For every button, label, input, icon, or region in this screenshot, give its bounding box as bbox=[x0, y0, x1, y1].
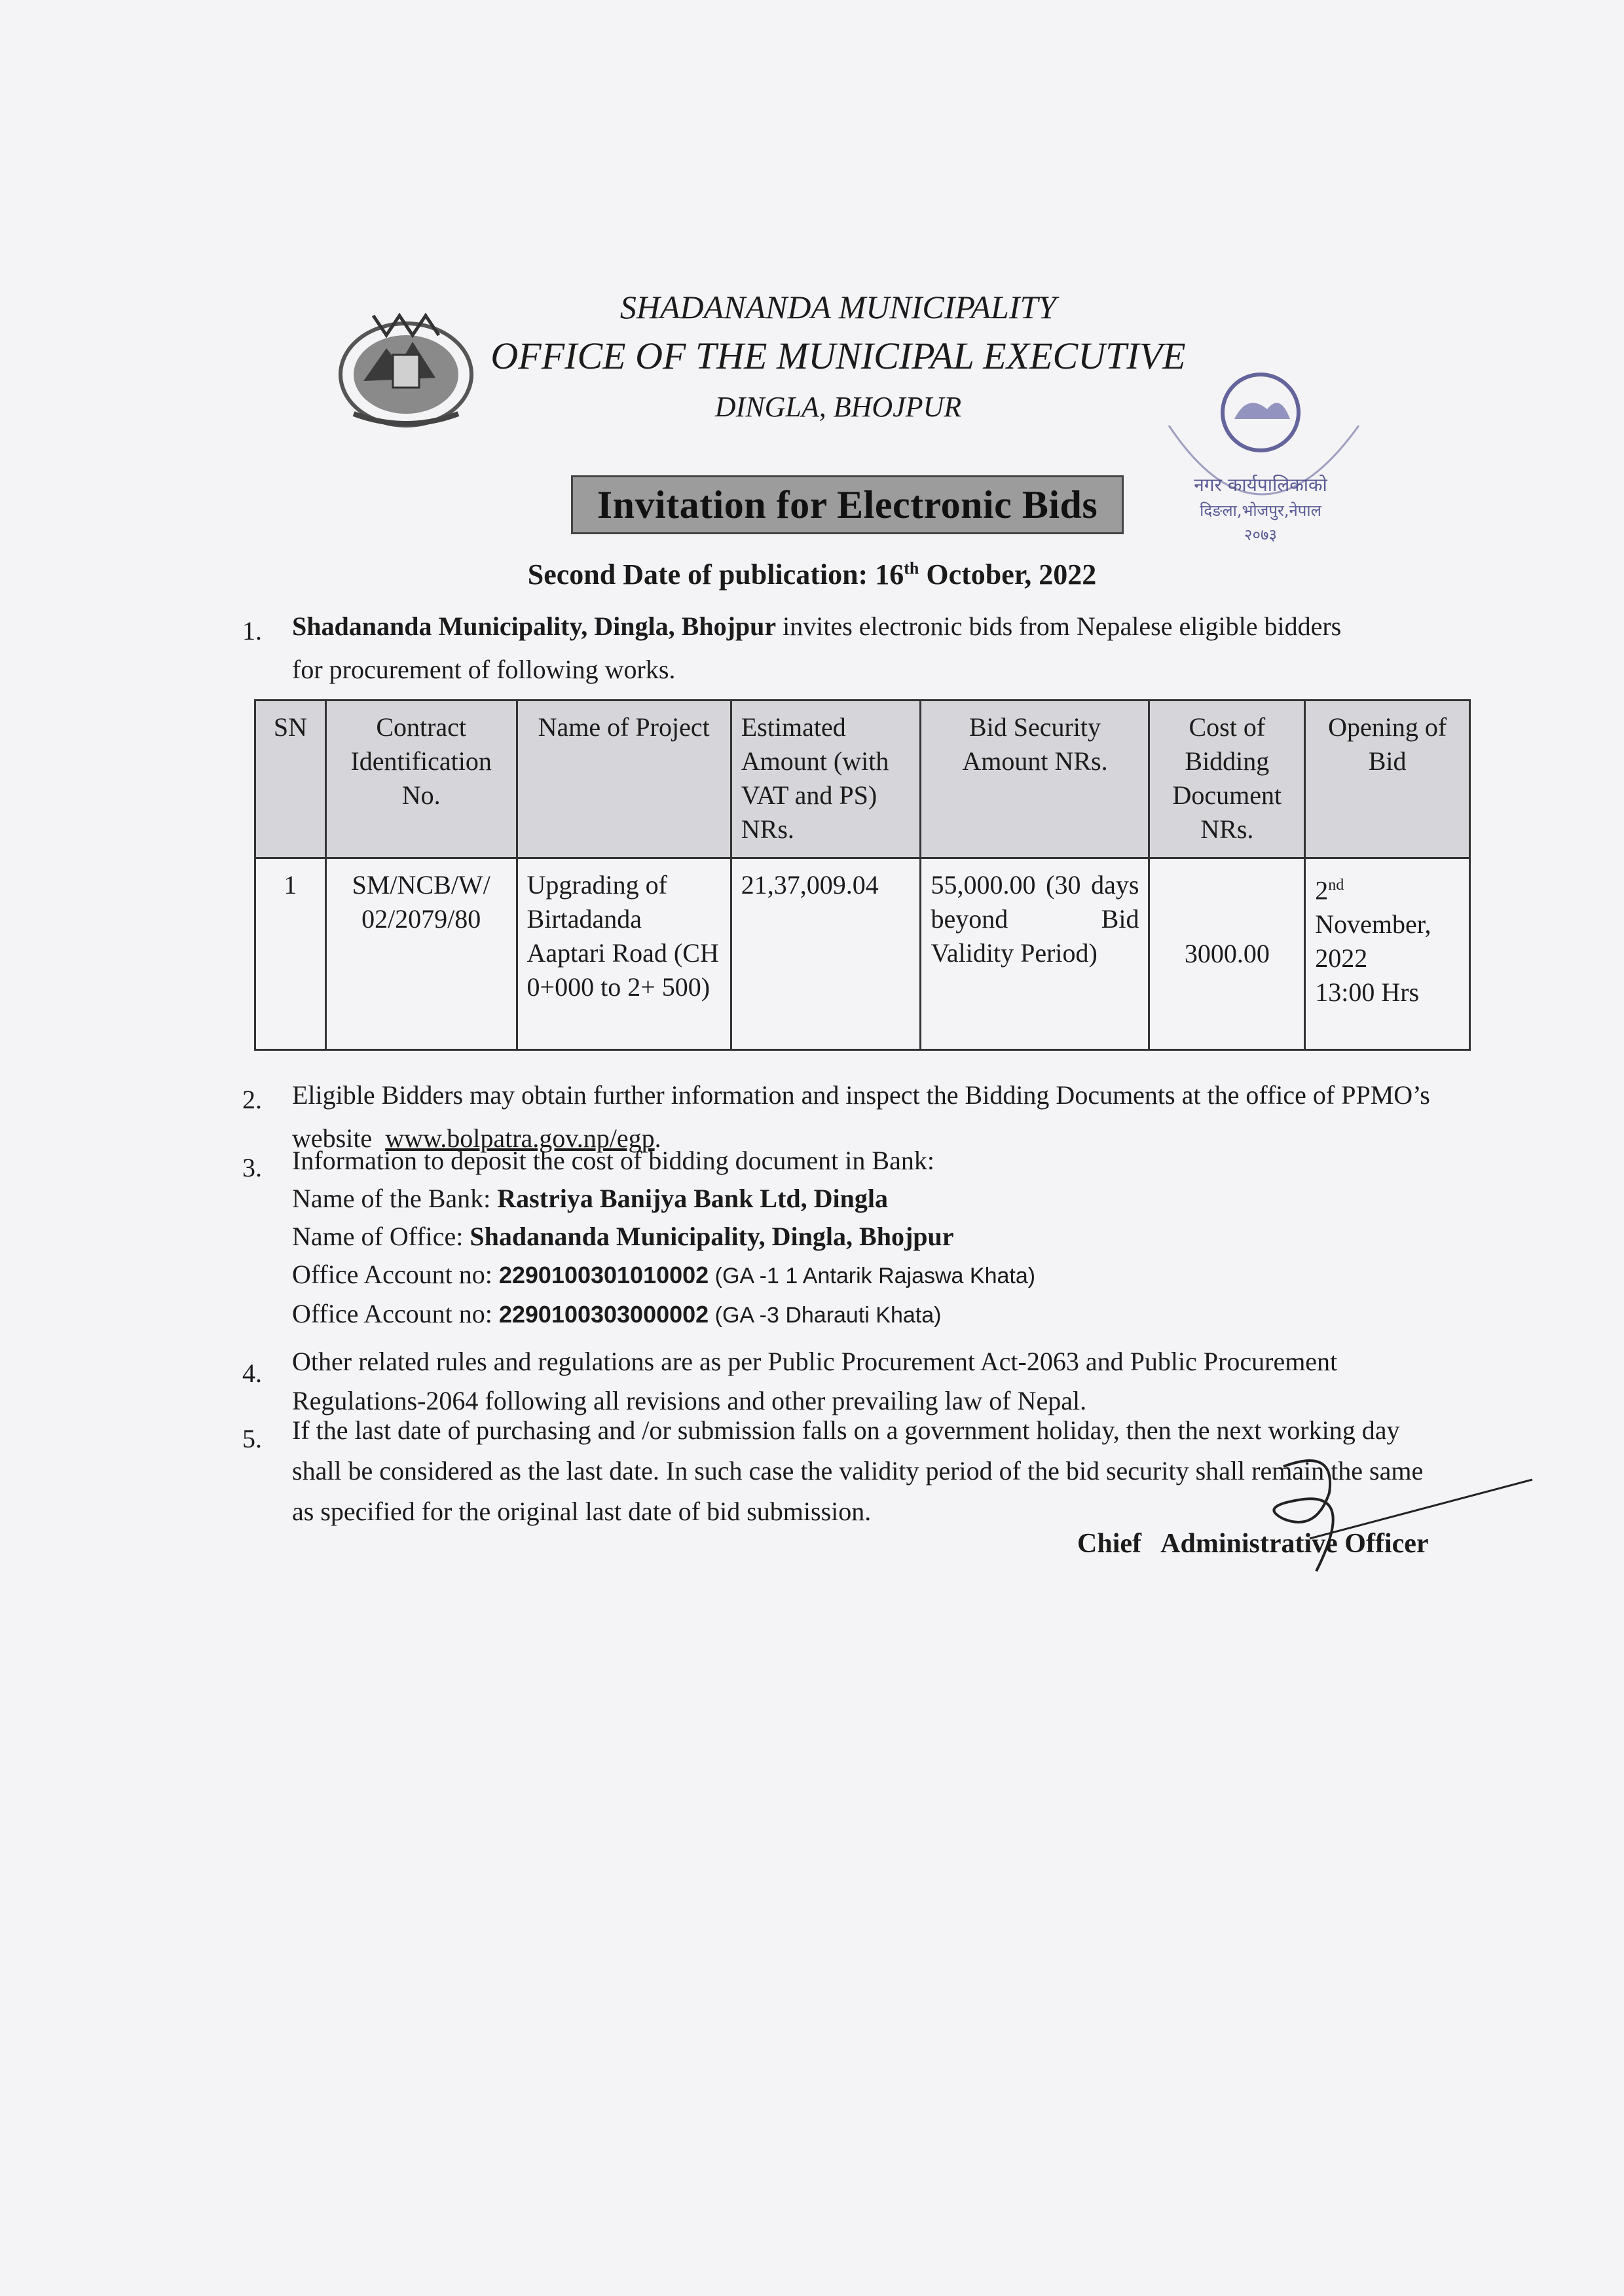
cell-contract: SM/NCB/W/ 02/2079/80 bbox=[325, 858, 517, 1050]
publication-suffix: October, 2022 bbox=[919, 558, 1097, 591]
opening-date: November, 2022 bbox=[1315, 909, 1431, 974]
ppmo-link[interactable]: www.bolpatra.gov.np/egp bbox=[385, 1123, 655, 1153]
municipality-name: SHADANANDA MUNICIPALITY bbox=[619, 289, 1057, 325]
item-number: 4. bbox=[242, 1358, 262, 1388]
account-1-label: Office Account no: bbox=[292, 1260, 499, 1289]
account-2-line bbox=[292, 1295, 1497, 1334]
signer-title: Chief Administrative Officer bbox=[1077, 1529, 1429, 1559]
bids-table bbox=[254, 699, 1471, 1051]
item-1-text1: invites electronic bids from Nepalese eligible bidders bbox=[776, 611, 1342, 641]
item-1-text bbox=[292, 605, 1490, 691]
account-1-note: (GA -1 1 Antarik Rajaswa Khata) bbox=[709, 1264, 1036, 1288]
table-header: Cost of Bidding Document NRs. bbox=[1149, 701, 1305, 858]
cell-sn: 1 bbox=[255, 858, 326, 1050]
document-title: Invitation for Electronic Bids bbox=[571, 475, 1124, 534]
opening-time: 13:00 Hrs bbox=[1315, 977, 1420, 1008]
item-number: 1. bbox=[242, 616, 262, 646]
opening-sup: nd bbox=[1328, 877, 1344, 894]
cell-security: 55,000.00 (30 days beyond Bid Validity Period) bbox=[921, 858, 1149, 1050]
cell-cost: 3000.00 bbox=[1149, 858, 1305, 1050]
account-1-number: 2290100301010002 bbox=[498, 1262, 709, 1288]
item-4-text1: Other related rules and regulations are as per Public Procurement Act-2063 and Public Procurement bbox=[292, 1347, 1338, 1376]
item-2-after: . bbox=[654, 1123, 661, 1153]
bank-label: Name of the Bank: bbox=[292, 1184, 498, 1213]
item-4-text bbox=[292, 1342, 1497, 1421]
cell-estimated: 21,37,009.04 bbox=[731, 858, 921, 1050]
bank-line bbox=[292, 1180, 1497, 1218]
municipality-seal-icon bbox=[1143, 354, 1378, 550]
table-header: Name of Project bbox=[517, 701, 731, 858]
svg-text:दिङला,भोजपुर,नेपाल: दिङला,भोजपुर,नेपाल bbox=[1200, 501, 1321, 520]
item-5-text3: as specified for the original last date of bid submission. bbox=[292, 1497, 872, 1526]
item-number: 3. bbox=[242, 1153, 262, 1182]
item-5-text1: If the last date of purchasing and /or submission falls on a government holiday, then the next working day bbox=[292, 1415, 1400, 1445]
item-2-text2: website bbox=[292, 1123, 373, 1153]
office-value: Shadananda Municipality, Dingla, Bhojpur bbox=[470, 1222, 954, 1251]
item-number: 2. bbox=[242, 1085, 262, 1114]
table-row bbox=[255, 858, 1470, 1050]
table-header: Opening of Bid bbox=[1305, 701, 1470, 858]
item-3-text bbox=[292, 1142, 1497, 1334]
table-header: Contract Identification No. bbox=[325, 701, 517, 858]
account-1-line bbox=[292, 1256, 1497, 1295]
item-2-text1: Eligible Bidders may obtain further information and inspect the Bidding Documents at the office of PPMO’s bbox=[292, 1080, 1430, 1110]
item-4-text2: Regulations-2064 following all revisions and other prevailing law of Nepal. bbox=[292, 1386, 1087, 1415]
bank-value: Rastriya Banijya Bank Ltd, Dingla bbox=[497, 1184, 889, 1213]
svg-text:२०७३: २०७३ bbox=[1244, 526, 1277, 544]
cell-project: Upgrading of Birtadanda Aaptari Road (CH 0+000 to 2+ 500) bbox=[517, 858, 731, 1050]
office-address: DINGLA, BHOJPUR bbox=[714, 391, 962, 423]
office-label: Name of Office: bbox=[292, 1222, 470, 1251]
table-header: Estimated Amount (with VAT and PS) NRs. bbox=[731, 701, 921, 858]
opening-day: 2 bbox=[1315, 875, 1329, 905]
svg-text:नगर कार्यपालिकाको: नगर कार्यपालिकाको bbox=[1194, 474, 1327, 496]
table-header: Bid Security Amount NRs. bbox=[921, 701, 1149, 858]
account-2-note: (GA -3 Dharauti Khata) bbox=[709, 1303, 942, 1328]
item-1-bold: Shadananda Municipality, Dingla, Bhojpur bbox=[292, 611, 777, 641]
account-2-label: Office Account no: bbox=[292, 1299, 499, 1328]
item-5-text2: shall be considered as the last date. In such case the validity period of the bid security shall remain the same bbox=[292, 1456, 1424, 1485]
office-name: OFFICE OF THE MUNICIPAL EXECUTIVE bbox=[490, 335, 1186, 377]
item-1-text2: for procurement of following works. bbox=[292, 655, 676, 684]
item-3-intro: Information to deposit the cost of bidding document in Bank: bbox=[292, 1146, 934, 1175]
signature-icon bbox=[1244, 1440, 1545, 1591]
item-number: 5. bbox=[242, 1424, 262, 1453]
publication-date bbox=[0, 558, 1624, 591]
table-header: SN bbox=[255, 701, 326, 858]
publication-sup: th bbox=[904, 558, 919, 578]
account-2-number: 2290100303000002 bbox=[498, 1301, 709, 1328]
office-line bbox=[292, 1218, 1497, 1256]
cell-opening bbox=[1305, 858, 1470, 1050]
publication-prefix: Second Date of publication: 16 bbox=[527, 558, 904, 591]
table-header-row bbox=[255, 701, 1470, 858]
